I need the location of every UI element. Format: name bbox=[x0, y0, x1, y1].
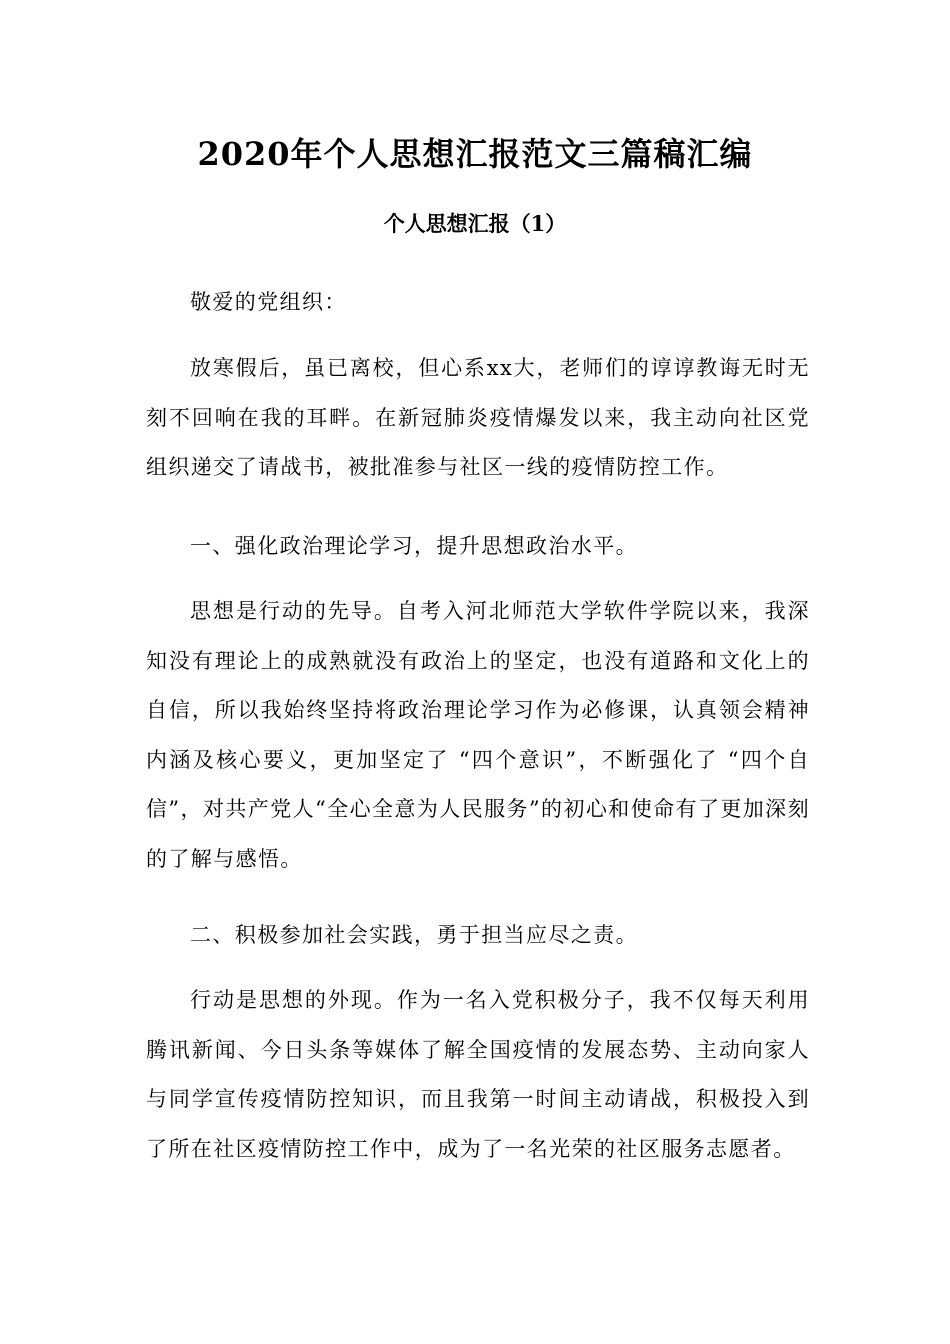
document-subtitle: 个人思想汇报（1） bbox=[383, 211, 567, 236]
section-body-1: 思想是行动的先导。自考入河北师范大学软件学院以来，我深知没有理论上的成熟就没有政治上的坚定，也没有道路和文化上的自信，所以我始终坚持将政治理论学习作为必修课，认真领会精神内涵及核心要义，更加坚定了 “四个意识”，不断强化了 “四个自信”，对共产党人“全心全意为人民服务”的初心和使命有了更加深刻的了解与感悟。 bbox=[146, 599, 810, 871]
section-heading-2: 二、积极参加社会实践，勇于担当应尽之责。 bbox=[190, 923, 638, 947]
greeting-paragraph: 敬爱的党组织： bbox=[190, 290, 347, 314]
intro-paragraph: 放寒假后，虽已离校，但心系xx大，老师们的谆谆教诲无时无刻不回响在我的耳畔。在新冠肺炎疫情爆发以来，我主动向社区党组织递交了请战书，被批准参与社区一线的疫情防控工作。 bbox=[146, 356, 810, 479]
section-body-2: 行动是思想的外现。作为一名入党积极分子，我不仅每天利用腾讯新闻、今日头条等媒体了解全国疫情的发展态势、主动向家人与同学宣传疫情防控知识，而且我第一时间主动请战，积极投入到了所在社区疫情防控工作中，成为了一名光荣的社区服务志愿者。 bbox=[146, 988, 810, 1161]
section-heading-1: 一、强化政治理论学习，提升思想政治水平。 bbox=[190, 534, 638, 558]
document-title: 2020年个人思想汇报范文三篇稿汇编 bbox=[197, 135, 753, 173]
